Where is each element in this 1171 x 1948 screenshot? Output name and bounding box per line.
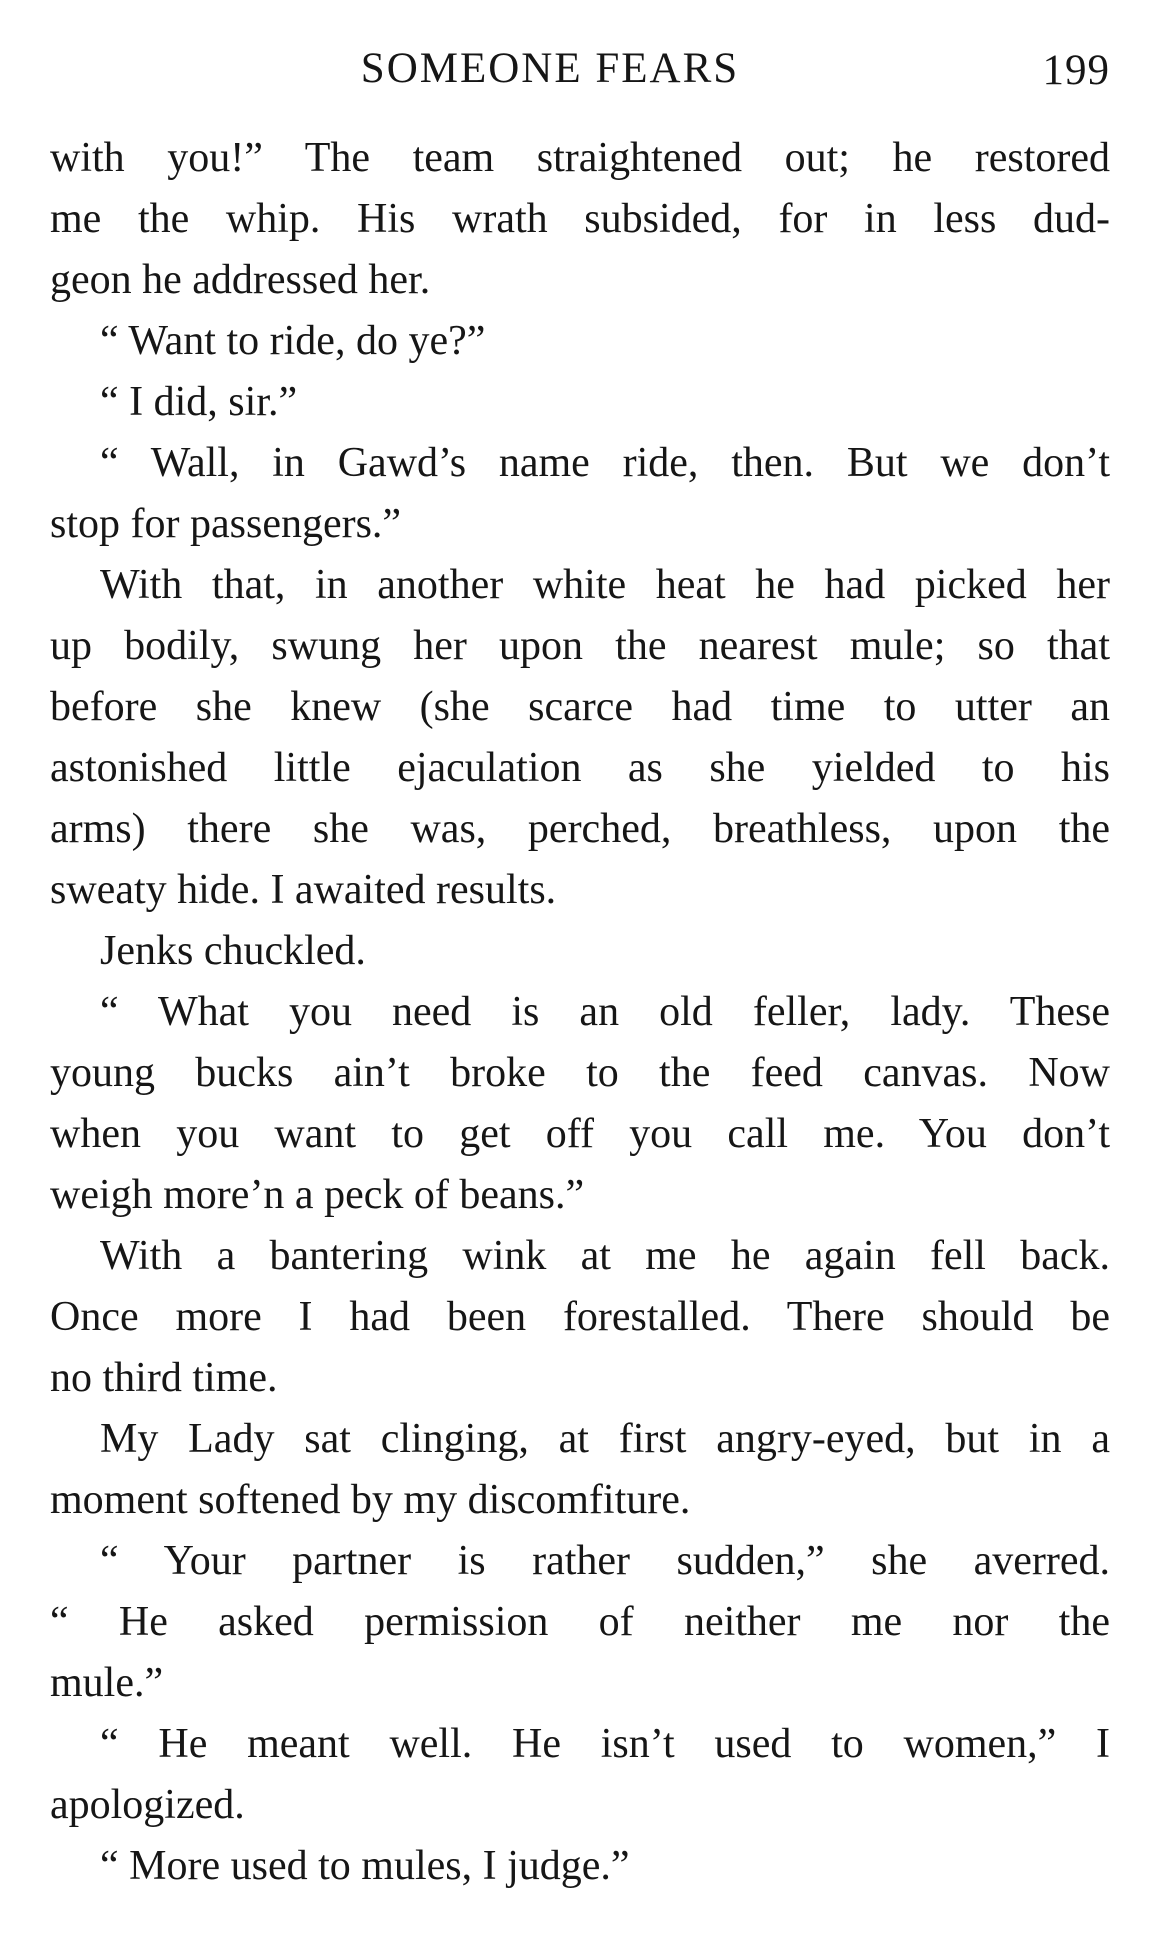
body-text bbox=[50, 128, 1110, 1897]
text-line: arms) there she was, perched, breathless, upon the bbox=[50, 806, 1110, 852]
dialogue-line: “ I did, sir.” bbox=[100, 379, 298, 425]
text-line: young bucks ain’t broke to the feed canvas. Now bbox=[50, 1050, 1110, 1096]
text-line: With that, in another white heat he had picked her bbox=[100, 562, 1110, 608]
text-line: up bodily, swung her upon the nearest mule; so that bbox=[50, 623, 1110, 669]
text-line: moment softened by my discomfiture. bbox=[50, 1477, 691, 1523]
text-line: astonished little ejaculation as she yielded to his bbox=[50, 745, 1110, 791]
text-line: Jenks chuckled. bbox=[100, 928, 366, 974]
text-line: My Lady sat clinging, at first angry-eyed, but in a bbox=[100, 1416, 1110, 1462]
text-line: Once more I had been forestalled. There should be bbox=[50, 1294, 1110, 1340]
dialogue-line: “ What you need is an old feller, lady. These bbox=[100, 989, 1110, 1035]
dialogue-line: “ Want to ride, do ye?” bbox=[100, 318, 486, 364]
dialogue-line: “ Wall, in Gawd’s name ride, then. But we don’t bbox=[100, 440, 1110, 486]
running-head bbox=[50, 36, 1110, 106]
text-line: stop for passengers.” bbox=[50, 501, 402, 547]
dialogue-line: “ More used to mules, I judge.” bbox=[100, 1843, 630, 1889]
text-line: when you want to get off you call me. You don’t bbox=[50, 1111, 1110, 1157]
text-line: before she knew (she scarce had time to utter an bbox=[50, 684, 1110, 730]
text-line: mule.” bbox=[50, 1660, 164, 1706]
running-title: SOMEONE FEARS bbox=[360, 45, 740, 92]
page-number: 199 bbox=[1042, 47, 1110, 94]
text-line: sweaty hide. I awaited results. bbox=[50, 867, 557, 913]
dialogue-line: “ He asked permission of neither me nor the bbox=[50, 1599, 1110, 1645]
dialogue-line: “ Your partner is rather sudden,” she averred. bbox=[100, 1538, 1110, 1584]
text-line: with you!” The team straightened out; he restored bbox=[50, 135, 1110, 181]
text-line: geon he addressed her. bbox=[50, 257, 431, 303]
text-line: With a bantering wink at me he again fell back. bbox=[100, 1233, 1110, 1279]
text-line: me the whip. His wrath subsided, for in less dud- bbox=[50, 196, 1110, 242]
dialogue-line: “ He meant well. He isn’t used to women,” I bbox=[100, 1721, 1110, 1767]
text-line: weigh more’n a peck of beans.” bbox=[50, 1172, 585, 1218]
text-line: apologized. bbox=[50, 1782, 245, 1828]
text-line: no third time. bbox=[50, 1355, 278, 1401]
